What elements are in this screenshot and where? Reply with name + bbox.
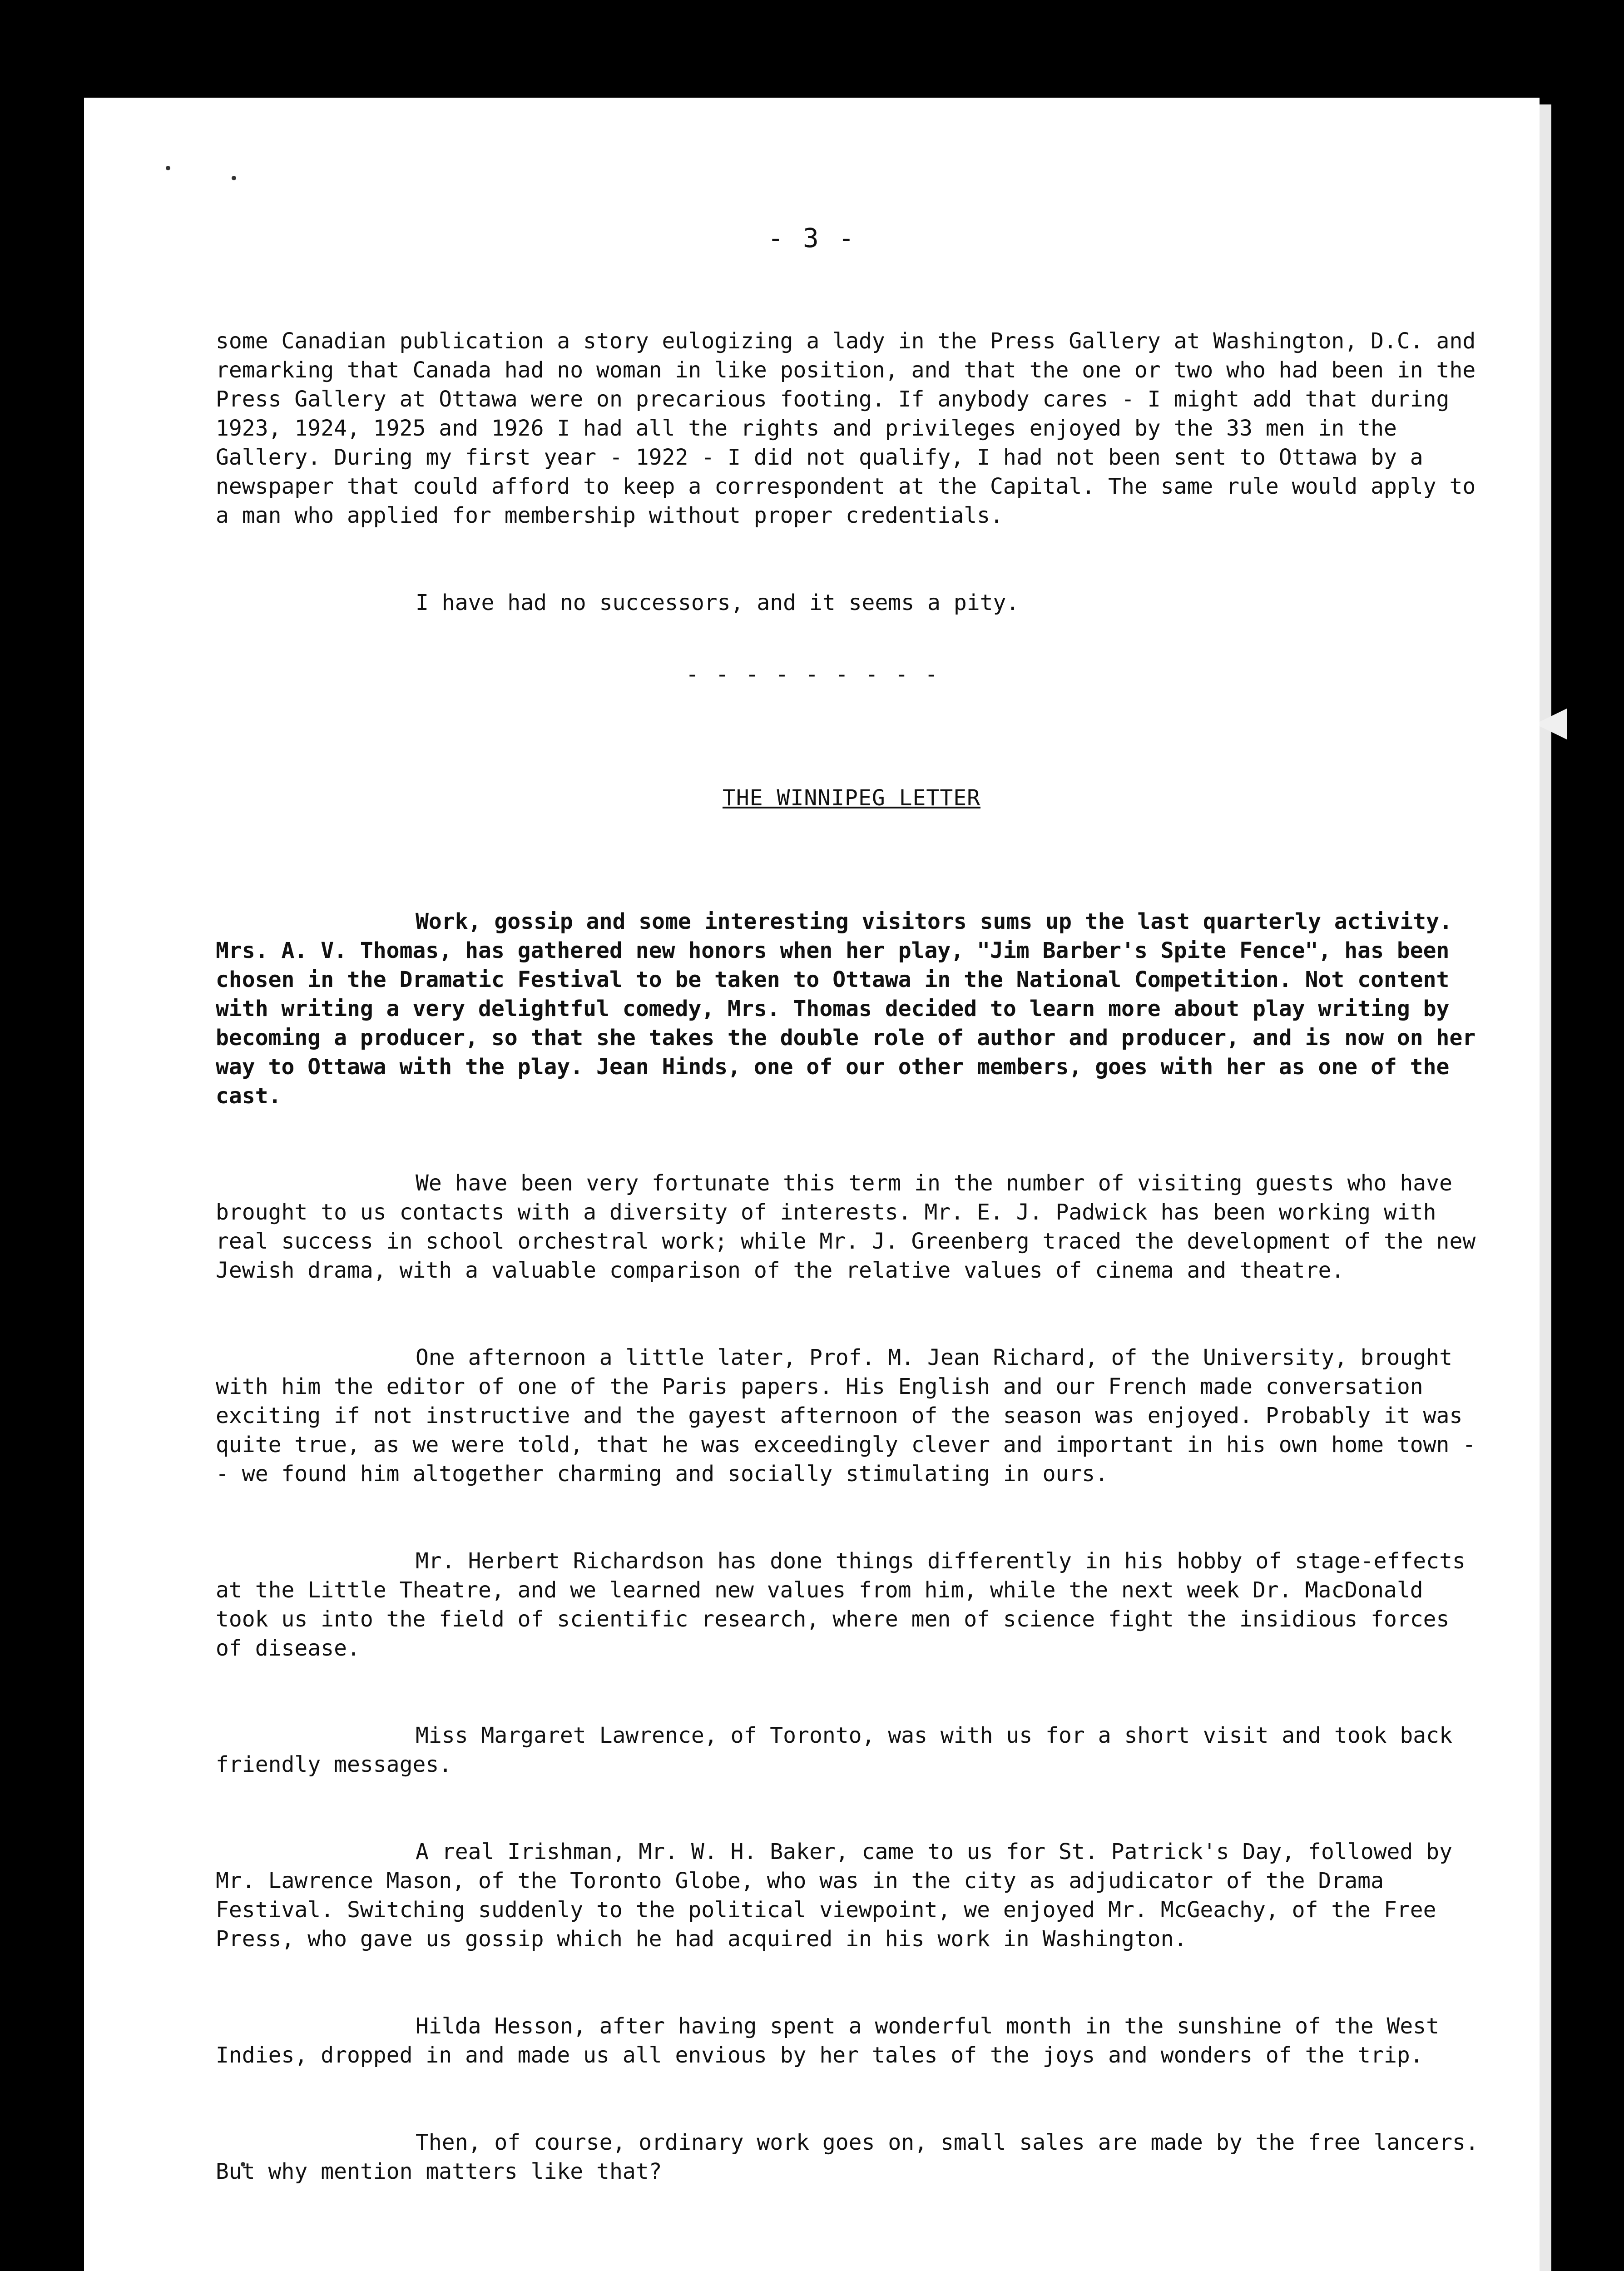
winnipeg-paragraph: Work, gossip and some interesting visitors sums up the last quarterly activity. Mrs. A. V. Thomas, has gathered new honors when her play, "Jim Barber's Spite Fence", has been chosen in the Dramatic Festival to be taken to Ottawa in the National Competition. Not content with writing a very delightful comedy, Mrs. Thomas decided to learn more about play writing by becoming a producer, so that she takes the double role of author and producer, and is now on her way to Ottawa with the play. Jean Hinds, one of our other members, goes with her as one of the cast. <box>216 909 1476 1109</box>
winnipeg-paragraph: One afternoon a little later, Prof. M. Jean Richard, of the University, brought with him the editor of one of the Paris papers. His English and our French made conversation exciting if not instructive and the gayest afternoon of the season was enjoyed. Probably it was quite true, as we were told, that he was exceedingly clever and important in his own home town -- we found him altogether charming and socially stimulating in ours. <box>216 1345 1476 1487</box>
section-divider-dashes: - - - - - - - - - <box>686 662 940 687</box>
stray-mark <box>166 166 170 170</box>
winnipeg-paragraph: Then, of course, ordinary work goes on, small sales are made by the free lancers. But why mention matters like that? <box>216 2130 1479 2184</box>
page-number: - 3 - <box>767 223 856 253</box>
document-page <box>84 98 1540 2271</box>
winnipeg-paragraph: We have been very fortunate this term in the number of visiting guests who have brought to us contacts with a diversity of interests. Mr. E. J. Padwick has been working with real success in school orchestral work; while Mr. J. Greenberg traced the development of the new Jewish drama, with a valuable comparison of the relative values of cinema and theatre. <box>216 1170 1476 1283</box>
page-tab-mark <box>1535 709 1567 739</box>
stray-mark <box>232 176 236 180</box>
winnipeg-paragraph: Hilda Hesson, after having spent a wonderful month in the sunshine of the West Indies, dropped in and made us all envious by her tales of the joys and wonders of the trip. <box>216 2013 1440 2068</box>
intro-paragraph: some Canadian publication a story eulogizing a lady in the Press Gallery at Washington, D.C. and remarking that Canada had no woman in like position, and that the one or two who had been in the Press Gallery at Ottawa were on precarious footing. If anybody cares - I might add that during 1923, 1924, 1925 and 1926 I had all the rights and privileges enjoyed by the 33 men in the Gallery. During my first year - 1922 - I did not qualify, I had not been sent to Ottawa by a newspaper that could afford to keep a correspondent at the Capital. The same rule would apply to a man who applied for membership without proper credentials. <box>216 328 1476 528</box>
document-body <box>216 298 1487 2271</box>
section-title-winnipeg: THE WINNIPEG LETTER <box>722 785 981 811</box>
winnipeg-paragraph: Mr. Herbert Richardson has done things differently in his hobby of stage-effects at the Little Theatre, and we learned new values from him, while the next week Dr. MacDonald took us into the field of scientific research, where men of science fight the insidious forces of disease. <box>216 1548 1466 1661</box>
winnipeg-paragraph: A real Irishman, Mr. W. H. Baker, came to us for St. Patrick's Day, followed by Mr. Lawrence Mason, of the Toronto Globe, who was in the city as adjudicator of the Drama Festival. Switching suddenly to the political viewpoint, we enjoyed Mr. McGeachy, of the Free Press, who gave us gossip which he had acquired in his work in Washington. <box>216 1839 1452 1952</box>
intro-closing: I have had no successors, and it seems a pity. <box>416 590 1020 615</box>
winnipeg-paragraph: Miss Margaret Lawrence, of Toronto, was with us for a short visit and took back friendly messages. <box>216 1723 1452 1777</box>
